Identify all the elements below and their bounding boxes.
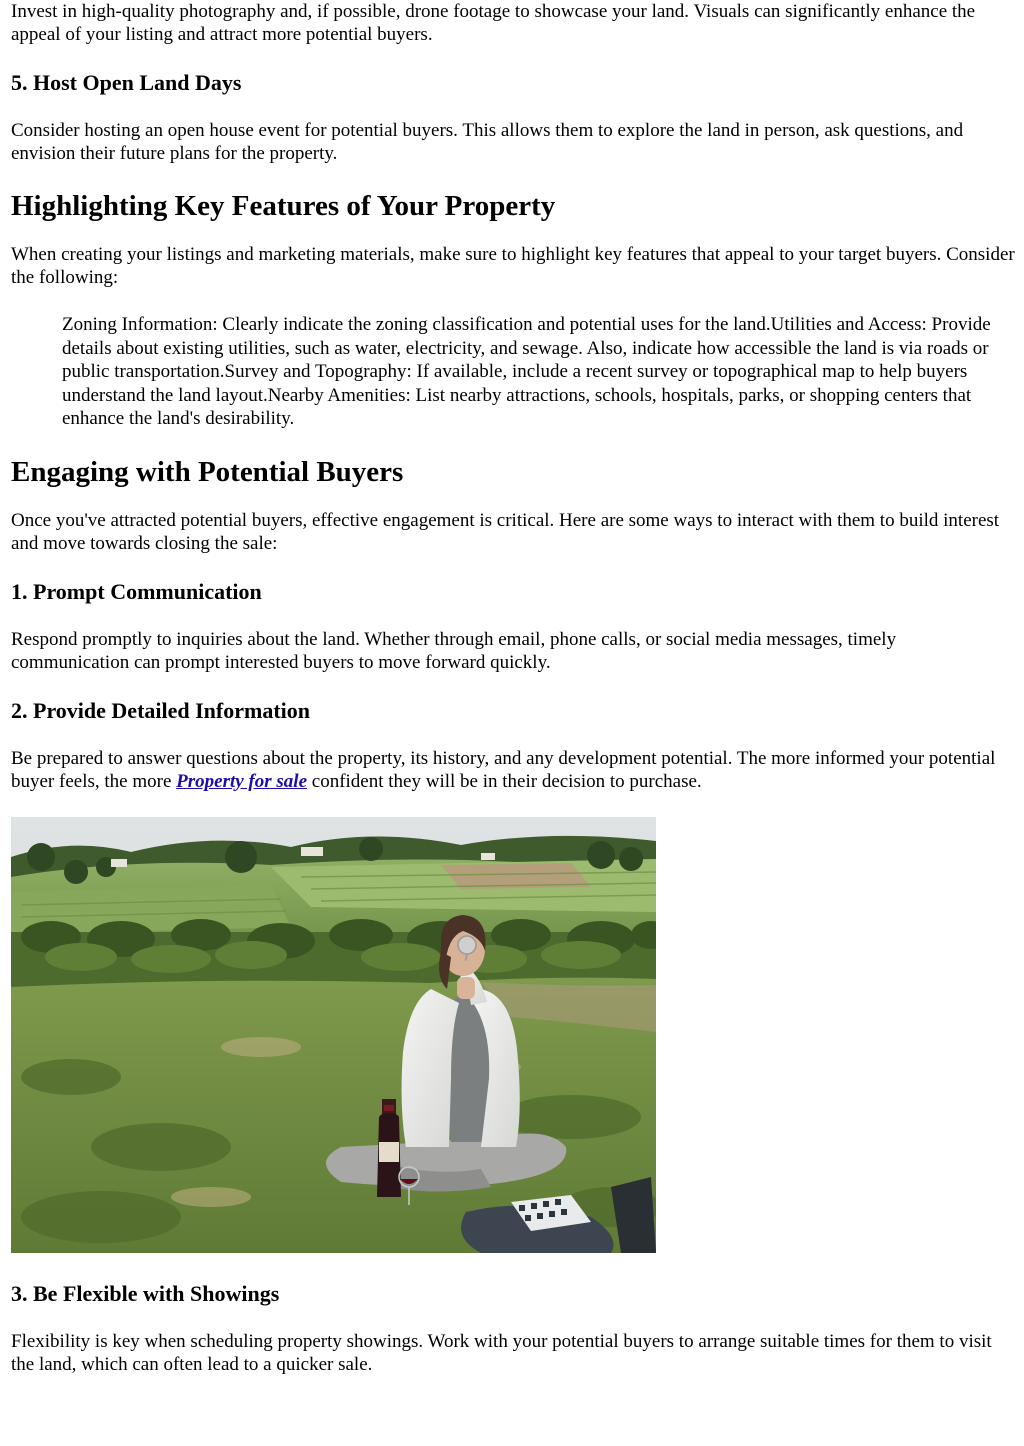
key-features-heading: Highlighting Key Features of Your Property [11,190,556,222]
intro-paragraph: Invest in high-quality photography and, if possible, drone footage to showcase your land. Visuals can significantly enhance the appeal of your listing and attract more potential buyers. [11,1,976,45]
key-features-text: When creating your listings and marketing materials, make sure to highlight key features that appeal to your target buyers. Consider the following: [11,244,1015,288]
flexible-showings-text: Flexibility is key when scheduling property showings. Work with your potential buyers to arrange suitable times for them to visit the land, which can often lead to a quicker sale. [11,1330,992,1375]
property-for-sale-link[interactable]: Property for sale [176,770,308,792]
engaging-buyers-text: Once you've attracted potential buyers, effective engagement is critical. Here are some ways to interact with them to build interest and move towards closing the sale: [11,509,1000,554]
prompt-communication-text: Respond promptly to inquiries about the land. Whether through email, phone calls, or social media messages, timely communication can prompt interested buyers to move forward quickly. [11,628,897,673]
engaging-buyers-heading: Engaging with Potential Buyers [11,455,404,488]
key-features-list: Zoning Information: Clearly indicate the zoning classification and potential uses for the land.Utilities and Access: Provide details about existing utilities, such as water, electricity, and sewage. Also, indicate how accessible the land is via roads or public transportation.Survey and Topography: If available, include a recent survey or topographical map to help buyers understand the land layout.Nearby Amenities: List nearby attractions, schools, hospitals, parks, or shopping centers that enhance the land's desirability. [62,314,991,429]
detailed-information-text-after: confident they will be in their decision to purchase. [307,770,702,792]
host-open-land-days-text: Consider hosting an open house event for potential buyers. This allows them to explore the land in person, ask questions, and envision their future plans for the property. [11,120,964,164]
host-open-land-days-heading: 5. Host Open Land Days [11,70,242,95]
detailed-information-text [11,747,1016,793]
flexible-showings-heading: 3. Be Flexible with Showings [11,1280,280,1306]
detailed-information-text-before: Be prepared to answer questions about the property, its history, and any development potential. The more informed your potential buyer feels, the more [11,747,996,792]
detailed-information-heading: 2. Provide Detailed Information [11,697,311,723]
prompt-communication-heading: 1. Prompt Communication [11,578,262,604]
vineyard-photo [11,817,656,1253]
